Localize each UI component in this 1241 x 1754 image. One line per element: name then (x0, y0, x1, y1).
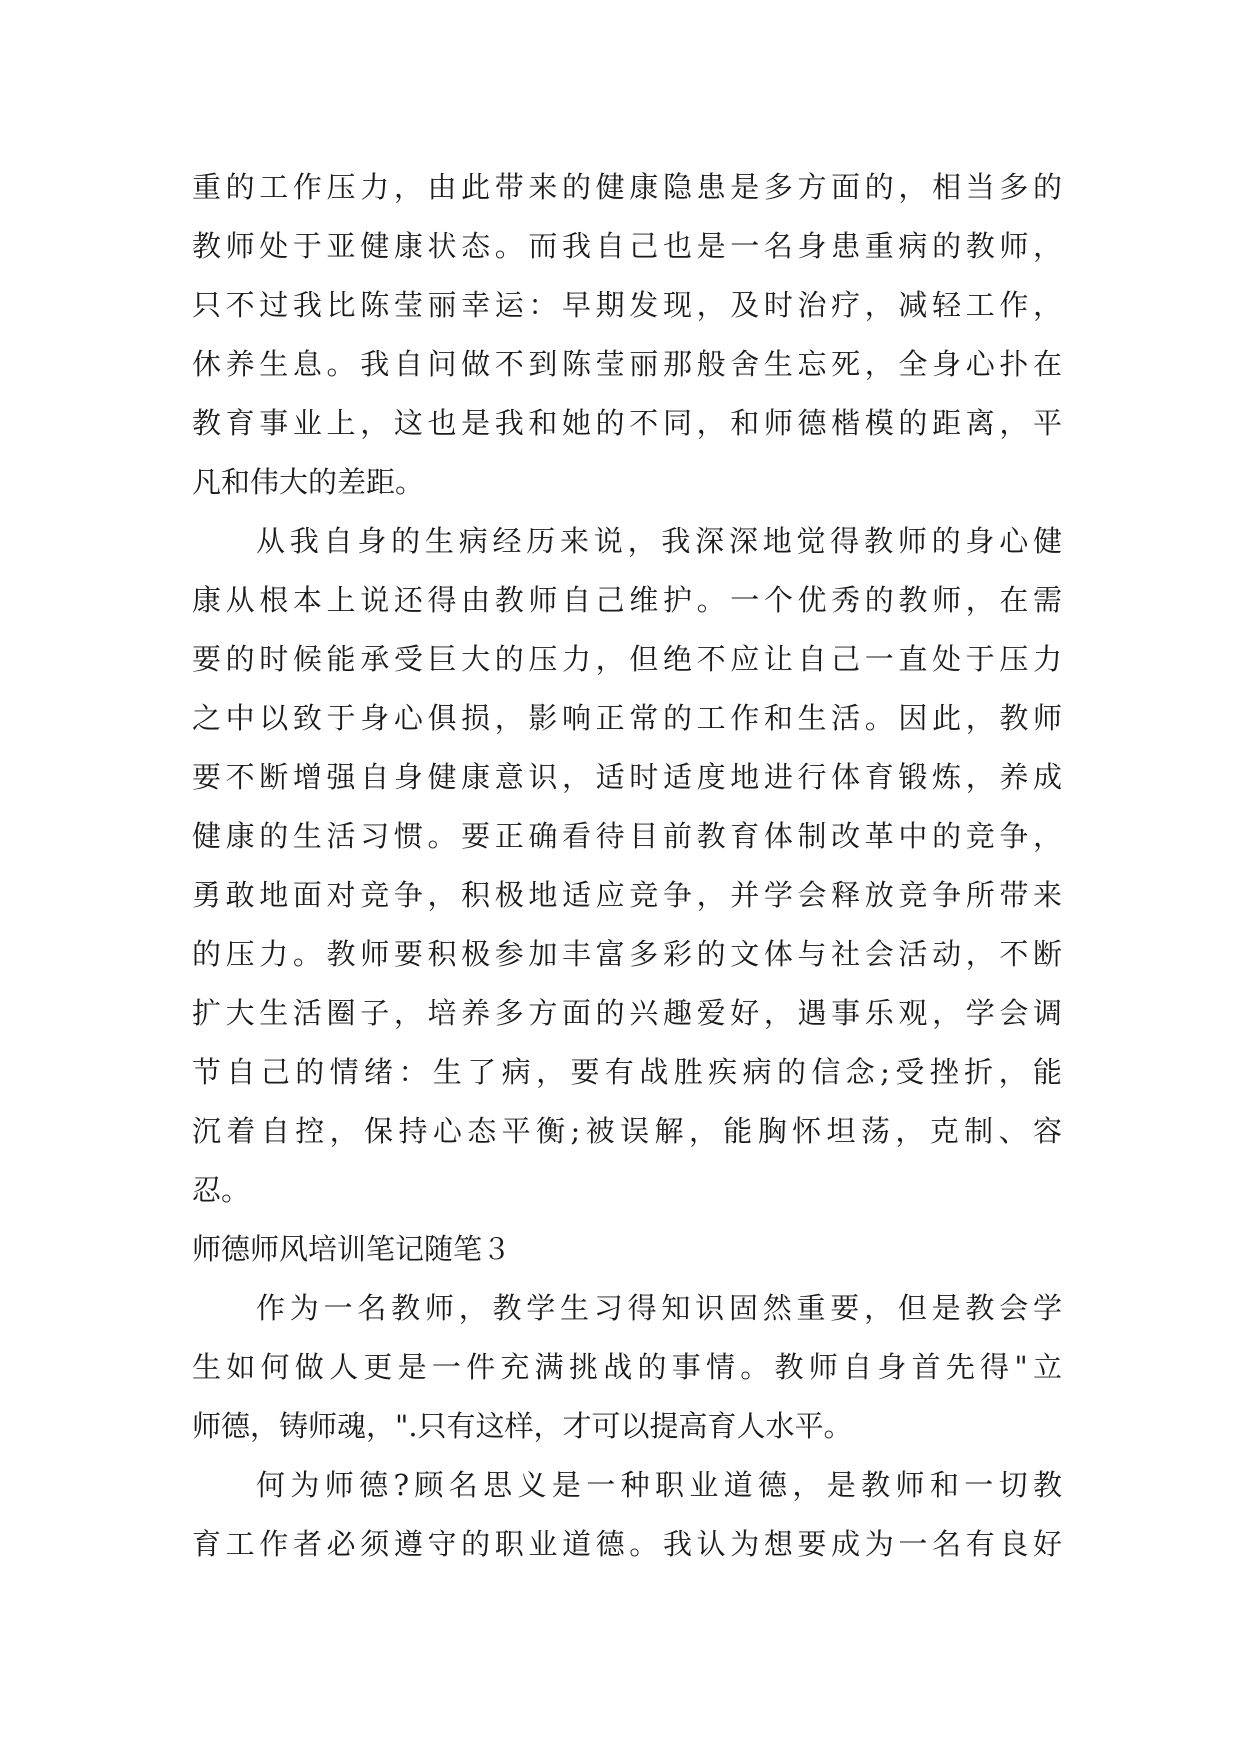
text-line: 健康的生活习惯。要正确看待目前教育体制改革中的竞争， (192, 819, 1062, 853)
text-line: 的压力。教师要积极参加丰富多彩的文体与社会活动，不断 (192, 937, 1062, 971)
text-line: 师德，铸师魂，".只有这样，才可以提高育人水平。 (192, 1409, 853, 1443)
text-line: 要不断增强自身健康意识，适时适度地进行体育锻炼，养成 (192, 760, 1062, 794)
text-line: 育工作者必须遵守的职业道德。我认为想要成为一名有良好 (192, 1527, 1062, 1561)
text-line: 生如何做人更是一件充满挑战的事情。教师自身首先得"立 (192, 1350, 1062, 1384)
text-line: 作为一名教师，教学生习得知识固然重要，但是教会学 (256, 1291, 1062, 1325)
text-line: 何为师德?顾名思义是一种职业道德，是教师和一切教 (256, 1468, 1062, 1502)
text-line: 从我自身的生病经历来说，我深深地觉得教师的身心健 (256, 524, 1062, 558)
text-line: 忍。 (192, 1173, 251, 1207)
text-line: 教育事业上，这也是我和她的不同，和师德楷模的距离，平 (192, 406, 1062, 440)
text-line: 沉着自控，保持心态平衡;被误解，能胸怀坦荡，克制、容 (192, 1114, 1062, 1148)
text-line: 重的工作压力，由此带来的健康隐患是多方面的，相当多的 (192, 170, 1062, 204)
text-line: 之中以致于身心俱损，影响正常的工作和生活。因此，教师 (192, 701, 1062, 735)
text-line: 康从根本上说还得由教师自己维护。一个优秀的教师，在需 (192, 583, 1062, 617)
text-line: 节自己的情绪：生了病，要有战胜疾病的信念;受挫折，能 (192, 1055, 1062, 1089)
text-line: 要的时候能承受巨大的压力，但绝不应让自己一直处于压力 (192, 642, 1062, 676)
text-line: 只不过我比陈莹丽幸运：早期发现，及时治疗，减轻工作， (192, 288, 1062, 322)
document-body (192, 158, 1062, 1574)
text-line: 凡和伟大的差距。 (192, 465, 425, 499)
text-line: 勇敢地面对竞争，积极地适应竞争，并学会释放竞争所带来 (192, 878, 1062, 912)
text-line: 休养生息。我自问做不到陈莹丽那般舍生忘死，全身心扑在 (192, 347, 1062, 381)
text-line: 扩大生活圈子，培养多方面的兴趣爱好，遇事乐观，学会调 (192, 996, 1062, 1030)
text-line: 教师处于亚健康状态。而我自己也是一名身患重病的教师， (192, 229, 1062, 263)
section-heading: 师德师风培训笔记随笔３ (192, 1232, 512, 1266)
